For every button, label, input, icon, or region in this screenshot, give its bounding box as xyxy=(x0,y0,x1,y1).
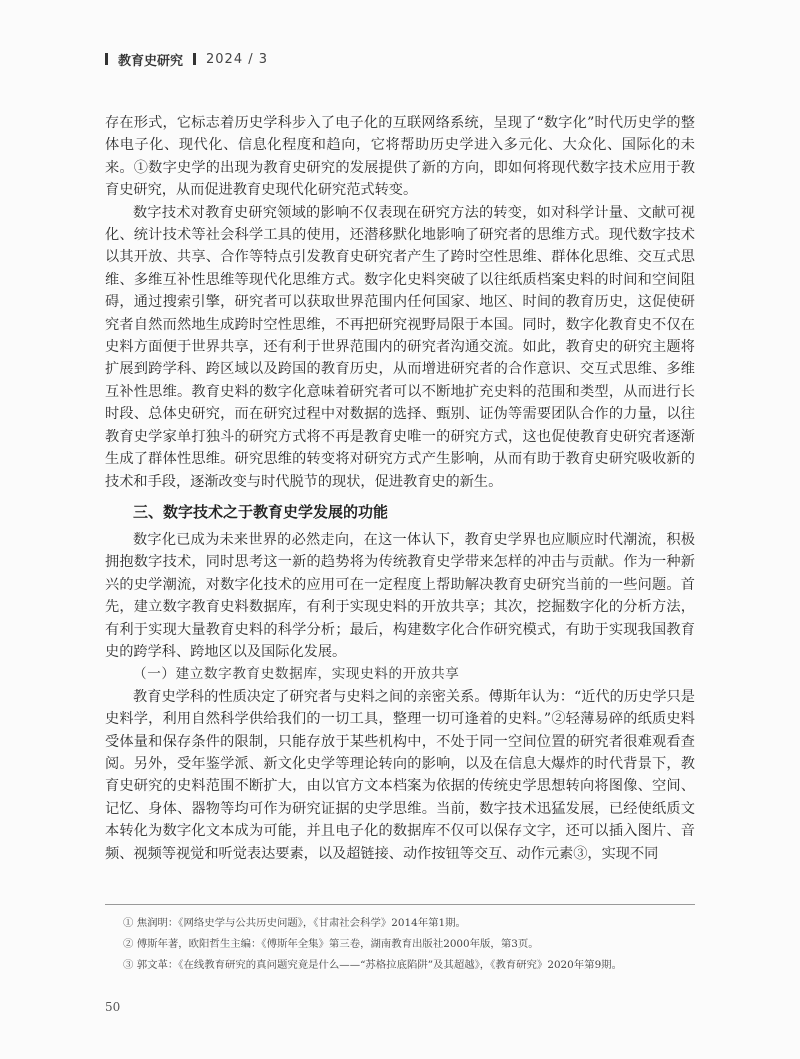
footnote-3: ③ 郭文革：《在线教育研究的真问题究竟是什么——“苏格拉底陷阱”及其超越》，《教育研究》2020年第9期。 xyxy=(123,959,622,971)
paragraph-digital-tech-impact: 数字技术对教育史研究领域的影响不仅表现在研究方法的转变，如对科学计量、文献可视化、统计技术等社会科学工具的使用，还潜移默化地影响了研究者的思维方式。现代数字技术以其开放、共享、合作等特点引发教育史研究者产生了跨时空性思维、群体化思维、交互式思维、多维互补性思维等现代化思维方式。数字化史料突破了以往纸质档案史料的时间和空间阻碍，通过搜索引擎，研究者可以获取世界范围内任何国家、地区、时间的教育历史，这促使研究者自然而然地生成跨时空性思维，不再把研究视野局限于本国。同时，数字化教育史不仅在史料方面便于世界共享，还有利于世界范围内的研究者沟通交流。如此，教育史的研究主题将扩展到跨学科、跨区域以及跨国的教育历史，从而增进研究者的合作意识、交互式思维、多维互补性思维。教育史料的数字化意味着研究者可以不断地扩充史料的范围和类型，从而进行长时段、总体史研究，而在研究过程中对数据的选择、甄别、证伪等需要团队合作的力量，以往教育史学家单打独斗的研究方式将不再是教育史唯一的研究方式，这也促使教育史研究者逐渐生成了群体性思维。研究思维的转变将对研究方式产生影响，从而有助于教育史研究吸收新的技术和手段，逐渐改变与时代脱节的现状，促进教育史的新生。 xyxy=(105,204,695,490)
section-heading: 三、数字技术之于教育史学发展的功能 xyxy=(133,502,389,521)
footnote-1: ① 焦润明：《网络史学与公共历史问题》，《甘肃社会科学》2014年第1期。 xyxy=(123,917,466,929)
subsection-heading: （一）建立数字教育史数据库，实现史料的开放共享 xyxy=(133,666,460,683)
header-bar-right xyxy=(193,53,196,65)
page-number: 50 xyxy=(105,1000,121,1014)
header-bar-left xyxy=(105,53,108,65)
footnote-2: ② 傅斯年著，欧阳哲生主编：《傅斯年全集》第三卷，湖南教育出版社2000年版，第3页。 xyxy=(123,938,539,950)
paragraph-continued: 存在形式，它标志着历史学科步入了电子化的互联网络系统，呈现了“数字化”时代历史学的整体电子化、现代化、信息化程度和趋向，它将帮助历史学进入多元化、大众化、国际化的未来。①数字史学的出现为教育史研究的发展提供了新的方向，即如何将现代数字技术应用于教育史研究，从而促进教育史现代化研究范式转变。 xyxy=(105,115,695,199)
paragraph-section-intro: 数字化已成为未来世界的必然走向，在这一体认下，教育史学界也应顺应时代潮流，积极拥抱数字技术，同时思考这一新的趋势将为传统教育史学带来怎样的冲击与贡献。作为一种新兴的史学潮流，对数字化技术的应用可在一定程度上帮助解决教育史研究当前的一些问题。首先，建立数字教育史料数据库，有利于实现史料的开放共享；其次，挖掘数字化的分析方法，有利于实现大量教育史料的科学分析；最后，构建数字化合作研究模式，有助于实现我国教育史的跨学科、跨地区以及国际化发展。 xyxy=(105,531,695,660)
issue-number: 2024 / 3 xyxy=(206,51,269,67)
footnotes xyxy=(105,904,695,976)
article-body xyxy=(105,112,695,865)
running-header xyxy=(105,48,268,70)
paragraph-database: 教育史学科的性质决定了研究者与史料之间的亲密关系。傅斯年认为：“近代的历史学只是史料学，利用自然科学供给我们的一切工具，整理一切可逢着的史料。”②轻薄易碎的纸质史料受体量和保存条件的限制，只能存放于某些机构中，不处于同一空间位置的研究者很难观看查阅。另外，受年鉴学派、新文化史学等理论转向的影响，以及在信息大爆炸的时代背景下，教育史研究的史料范围不断扩大，由以官方文本档案为依据的传统史学思想转向将图像、空间、记忆、身体、器物等均可作为研究证据的史学思维。当前，数字技术迅猛发展，已经使纸质文本转化为数字化文本成为可能，并且电子化的数据库不仅可以保存文字，还可以插入图片、音频、视频等视觉和听觉表达要素，以及超链接、动作按钮等交互、动作元素③，实现不同 xyxy=(105,688,695,862)
journal-title: 教育史研究 xyxy=(118,53,184,69)
